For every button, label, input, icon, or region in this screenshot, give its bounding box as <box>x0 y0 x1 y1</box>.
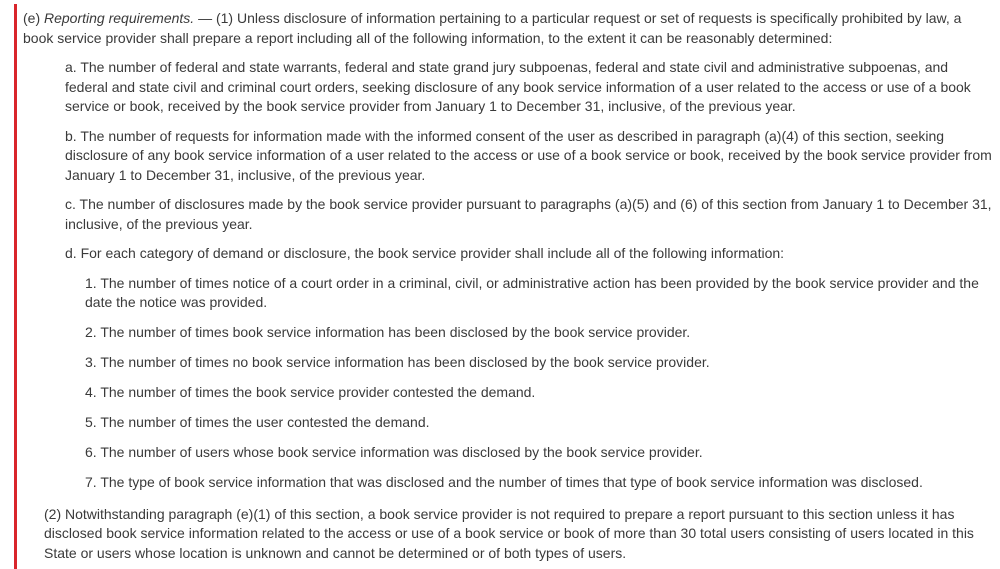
section-intro <box>23 9 993 48</box>
paragraph-2: (2) Notwithstanding paragraph (e)(1) of this section, a book service provider is not required to prepare a report pursuant to this section unless it has disclosed book service information related to the access or use of a book service or book of more than 30 total users consisting of users located in this State or users whose location is unknown and cannot be determined or of both types of users. <box>44 505 974 561</box>
list-item-b: b. The number of requests for information made with the informed consent of the user as described in paragraph (a)(4) of this section, seeking disclosure of any book service information of a user related to the access or use of a book service or book, received by the book service provider from January 1 to December 31, inclusive, of the previous year. <box>65 127 992 183</box>
section-intro-text: — (1) Unless disclosure of information pertaining to a particular request or set of requests is specifically prohibited by law, a book service provider shall prepare a report including all of the following information, to the extent it can be reasonably determined: <box>23 10 962 46</box>
section-heading: Reporting requirements. <box>44 10 195 26</box>
statute-section <box>23 9 993 563</box>
sub-item-3: 3. The number of times no book service information has been disclosed by the book service provider. <box>85 354 710 370</box>
section-label-prefix: (e) <box>23 10 44 26</box>
list-item-d: d. For each category of demand or disclosure, the book service provider shall include all of the following information: <box>65 245 785 261</box>
sub-item-2: 2. The number of times book service information has been disclosed by the book service provider. <box>85 324 691 340</box>
list-item-c: c. The number of disclosures made by the book service provider pursuant to paragraphs (a)(5) and (6) of this section from January 1 to December 31, inclusive, of the previous year. <box>65 196 992 232</box>
sub-item-4: 4. The number of times the book service provider contested the demand. <box>85 384 536 400</box>
sub-item-5: 5. The number of times the user contested the demand. <box>85 414 430 430</box>
sub-item-6: 6. The number of users whose book service information was disclosed by the book service provider. <box>85 444 703 460</box>
list-item-a: a. The number of federal and state warrants, federal and state grand jury subpoenas, federal and state civil and administrative subpoenas, and federal and state civil and criminal court orders, seeking disclosure of any book service information of a user related to the access or use of a book service or book, received by the book service provider from January 1 to December 31, inclusive, of the previous year. <box>65 59 971 114</box>
sub-item-1: 1. The number of times notice of a court order in a criminal, civil, or administrative action has been provided by the book service provider and the date the notice was provided. <box>85 274 979 310</box>
sub-item-7: 7. The type of book service information that was disclosed and the number of times that type of book service information was disclosed. <box>85 474 923 490</box>
quote-accent-bar <box>14 4 17 569</box>
